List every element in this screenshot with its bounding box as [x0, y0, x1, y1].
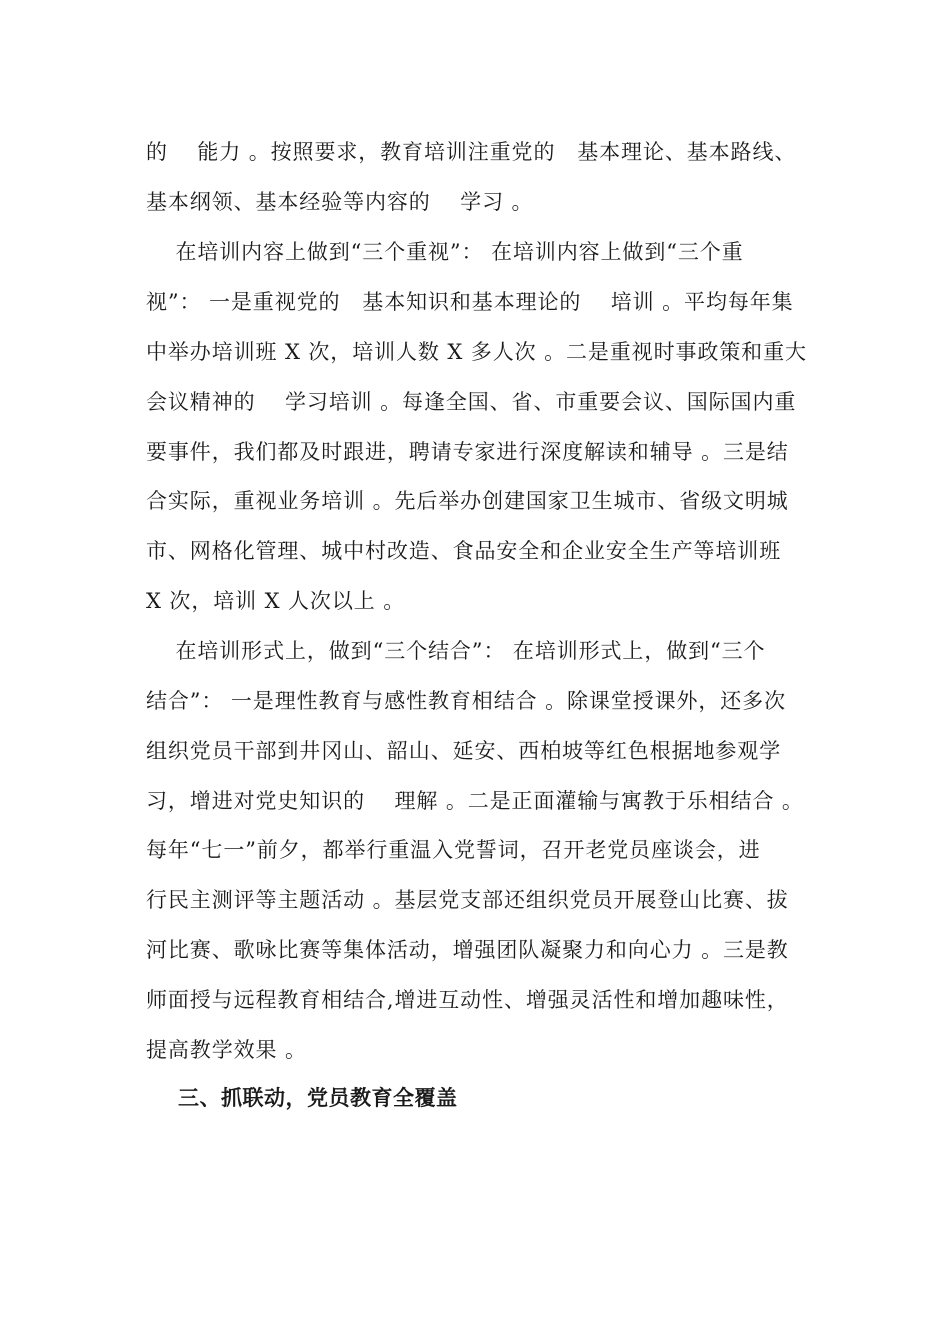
text-line: 习，增进对党史知识的 理解 。二是正面灌输与寓教于乐相结合 。: [146, 789, 804, 813]
text-line: 每年“七一”前夕，都举行重温入党誓词，召开老党员座谈会，进: [146, 838, 761, 862]
text-line: 结合”： 一是理性教育与感性教育相结合 。除课堂授课外，还多次: [146, 689, 786, 713]
text-line: 合实际，重视业务培训 。先后举办创建国家卫生城市、省级文明城: [146, 489, 789, 513]
text-line: 视”： 一是重视党的 基本知识和基本理论的 培训 。平均每年集: [146, 290, 794, 314]
text-line: 要事件，我们都及时跟进，聘请专家进行深度解读和辅导 。三是结: [146, 440, 789, 464]
text-line: 组织党员干部到井冈山、韶山、延安、西柏坡等红色根据地参观学: [146, 739, 782, 763]
text-line: 在培训形式上，做到“三个结合”： 在培训形式上，做到“三个: [146, 639, 766, 663]
text-line: 中举办培训班 X 次，培训人数 X 多人次 。二是重视时事政策和重大: [146, 340, 807, 364]
section-heading: 三、抓联动，党员教育全覆盖: [178, 1086, 458, 1110]
text-line: 在培训内容上做到“三个重视”： 在培训内容上做到“三个重: [146, 240, 744, 264]
text-line: 基本纲领、基本经验等内容的 学习 。: [146, 190, 534, 214]
text-line: 提高教学效果 。: [146, 1038, 307, 1062]
text-line: 市、网格化管理、城中村改造、食品安全和企业安全生产等培训班: [146, 539, 782, 563]
text-line: X 次，培训 X 人次以上 。: [146, 589, 406, 613]
text-line: 的 能力 。按照要求，教育培训注重党的 基本理论、基本路线、: [146, 140, 797, 164]
text-line: 河比赛、歌咏比赛等集体活动，增强团队凝聚力和向心力 。三是教: [146, 938, 789, 962]
text-line: 师面授与远程教育相结合,增进互动性、增强灵活性和增加趣味性，: [146, 988, 789, 1012]
text-line: 会议精神的 学习培训 。每逢全国、省、市重要会议、国际国内重: [146, 390, 797, 414]
text-line: 行民主测评等主题活动 。基层党支部还组织党员开展登山比赛、拔: [146, 888, 789, 912]
